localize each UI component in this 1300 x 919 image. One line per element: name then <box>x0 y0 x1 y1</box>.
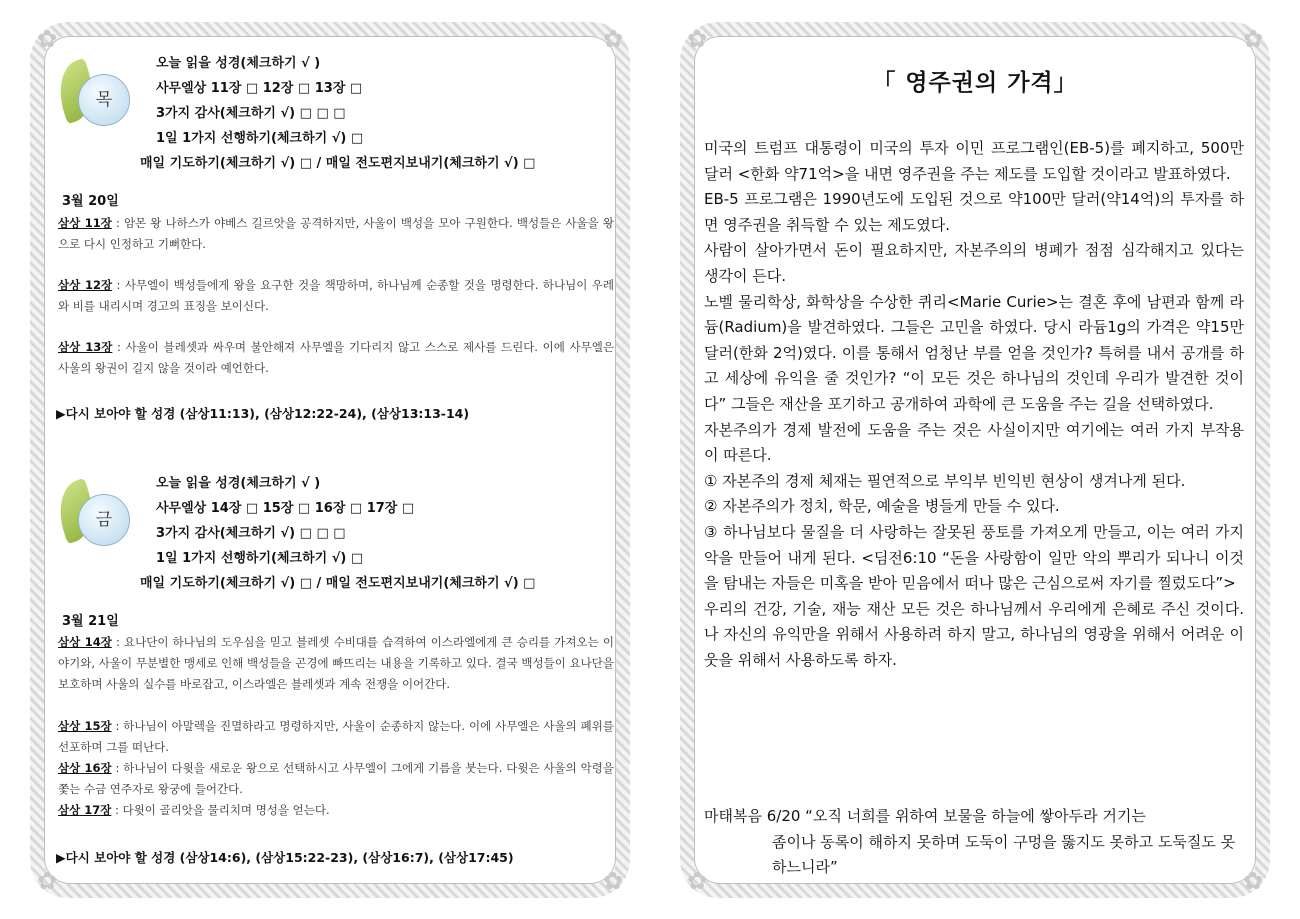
day-badge-label: 목 <box>78 74 130 126</box>
flower-ornament-icon: ✿ <box>602 25 624 53</box>
reading-summary: 삼상 11장 : 암몬 왕 나하스가 야베스 길르앗을 공격하지만, 사울이 백성을 모아 구원한다. 백성들은 사울을 왕으로 다시 인정하고 기뻐한다. <box>58 216 614 251</box>
verse-continuation: 좀이나 동록이 해하지 못하며 도둑이 구멍을 뚫지도 못하고 도둑질도 못하느니라” <box>772 832 1236 877</box>
flower-ornament-icon: ✿ <box>36 25 58 53</box>
right-page <box>680 22 1270 898</box>
flower-ornament-icon: ✿ <box>686 25 708 53</box>
article-paragraph: ① 자본주의 경제 체재는 필연적으로 부익부 빈익빈 현상이 생겨나게 된다. <box>704 471 1186 490</box>
article-paragraph: 사람이 살아가면서 돈이 필요하지만, 자본주의의 병폐가 점점 심각해지고 있다는 생각이 든다. <box>704 241 1244 285</box>
verse-first-line: 마태복음 6/20 “오직 너희를 위하여 보물을 하늘에 쌓아두라 거기는 <box>704 807 1146 825</box>
checklist-line: 1일 1가지 선행하기(체크하기 √) □ <box>156 551 364 566</box>
left-content <box>54 40 614 880</box>
reading-summary: 삼상 12장 : 사무엘이 백성들에게 왕을 요구한 것을 책망하며, 하나님께 순종할 것을 명령한다. 하나님이 우레와 비를 내리시며 경고의 표징을 보이신다. <box>58 278 614 313</box>
review-verses: ▶다시 보아야 할 성경 (삼상11:13), (삼상12:22-24), (삼상13:13-14) <box>56 406 470 421</box>
reading-summary: 삼상 14장 : 요나단이 하나님의 도우심을 믿고 블레셋 수비대를 습격하여 이스라엘에게 큰 승리를 가져오는 이야기와, 사울이 무분별한 맹세로 인해 백성들을 곤경에 빠뜨리는 내용을 기록하고 있다. 결국 백성들이 요나단을 보호하며 사울의 실수를 바로잡고, 이스라엘은 블레셋과 계속 전쟁을 이어간다. <box>58 635 614 691</box>
reading-summary: 삼상 15장 : 하나님이 아말렉을 진멸하라고 명령하지만, 사울이 순종하지 않는다. 이에 사무엘은 사울의 폐위를 선포하며 그를 떠난다. <box>58 719 614 754</box>
flower-ornament-icon: ✿ <box>1242 25 1264 53</box>
checklist-line: 오늘 읽을 성경(체크하기 √ ) <box>156 476 321 491</box>
checklist-line: 사무엘상 14장 □ 15장 □ 16장 □ 17장 □ <box>156 501 415 516</box>
article-paragraph: 우리의 건강, 기술, 재능 재산 모든 것은 하나님께서 우리에게 은혜로 주신 것이다. 나 자신의 유익만을 위해서 사용하려 하지 말고, 하나님의 영광을 위해서 어려운 이웃을 위해서 사용하도록 하자. <box>704 599 1244 669</box>
reading-summary: 삼상 16장 : 하나님이 다윗을 새로운 왕으로 선택하시고 사무엘이 그에게 기름을 붓는다. 다윗은 사울의 악령을 쫓는 수금 연주자로 왕궁에 들어간다. <box>58 761 614 796</box>
article-paragraph: ③ 하나님보다 물질을 더 사랑하는 잘못된 풍토를 가져오게 만들고, 이는 여러 가지 악을 만들어 내게 된다. <딤전6:10 “돈을 사랑함이 일만 악의 뿌리가 되나니 이것을 탐내는 자들은 미혹을 받아 믿음에서 떠나 많은 근심으로써 자기를 찔렀도다”> <box>704 522 1244 593</box>
checklist-line: 오늘 읽을 성경(체크하기 √ ) <box>156 56 321 71</box>
bible-verse <box>704 804 1244 881</box>
flower-ornament-icon: ✿ <box>1242 867 1264 895</box>
checklist-line: 사무엘상 11장 □ 12장 □ 13장 □ <box>156 81 363 96</box>
article-paragraph: 자본주의가 경제 발전에 도움을 주는 것은 사실이지만 여기에는 여러 가지 부작용이 따른다. <box>704 420 1244 465</box>
article-paragraph: 미국의 트럼프 대통령이 미국의 투자 이민 프로그램인(EB-5)를 폐지하고, 500만 달러 <한화 약71억>을 내면 영주권을 주는 제도를 도입할 것이라고 발표하였다. <box>704 139 1244 183</box>
flower-ornament-icon: ✿ <box>686 867 708 895</box>
checklist-line: 3가지 감사(체크하기 √) □ □ □ <box>156 106 346 121</box>
checklist-line: 1일 1가지 선행하기(체크하기 √) □ <box>156 131 364 146</box>
reading-summary: 삼상 13장 : 사울이 블레셋과 싸우며 불안해져 사무엘을 기다리지 않고 스스로 제사를 드린다. 이에 사무엘은 사울의 왕권이 길지 않을 것이라 예언한다. <box>58 340 614 375</box>
article-title: 「 영주권의 가격」 <box>872 70 1078 96</box>
article-paragraph: ② 자본주의가 정치, 학문, 예술을 병들게 만들 수 있다. <box>704 497 1060 516</box>
flower-ornament-icon: ✿ <box>602 867 624 895</box>
day-badge <box>58 476 136 546</box>
flower-ornament-icon: ✿ <box>36 867 58 895</box>
article-body <box>704 136 1244 673</box>
right-content <box>704 40 1246 880</box>
checklist-line: 매일 기도하기(체크하기 √) □ / 매일 전도편지보내기(체크하기 √) □ <box>140 576 536 591</box>
article-paragraph: EB-5 프로그램은 1990년도에 도입된 것으로 약100만 달러(약14억)의 투자를 하면 영주권을 취득할 수 있는 제도였다. <box>704 190 1244 234</box>
left-page <box>30 22 630 898</box>
review-verses: ▶다시 보아야 할 성경 (삼상14:6), (삼상15:22-23), (삼상16:7), (삼상17:45) <box>56 850 514 865</box>
reading-date: 3월 20일 <box>62 194 119 209</box>
day-badge <box>58 56 136 126</box>
reading-summary: 삼상 17장 : 다윗이 골리앗을 물리치며 명성을 얻는다. <box>58 803 330 817</box>
checklist-line: 매일 기도하기(체크하기 √) □ / 매일 전도편지보내기(체크하기 √) □ <box>140 156 536 171</box>
checklist-line: 3가지 감사(체크하기 √) □ □ □ <box>156 526 346 541</box>
article-paragraph: 노벨 물리학상, 화학상을 수상한 퀴리<Marie Curie>는 결혼 후에 남편과 함께 라듐(Radium)을 발견하였다. 그들은 고민을 하였다. 당시 라듐1g의 가격은 약15만달러(한화 2억)였다. 이를 통해서 엄청난 부를 얻을 것인가? 특허를 내서 공개를 하고 세상에 유익을 줄 것인가? “이 모든 것은 하나님의 것인데 우리가 발견한 것이다” 그들은 재산을 포기하고 공개하여 과학에 큰 도움을 주는 길을 선택하였다. <box>704 292 1244 413</box>
day-badge-label: 금 <box>78 494 130 546</box>
reading-date: 3월 21일 <box>62 614 119 629</box>
